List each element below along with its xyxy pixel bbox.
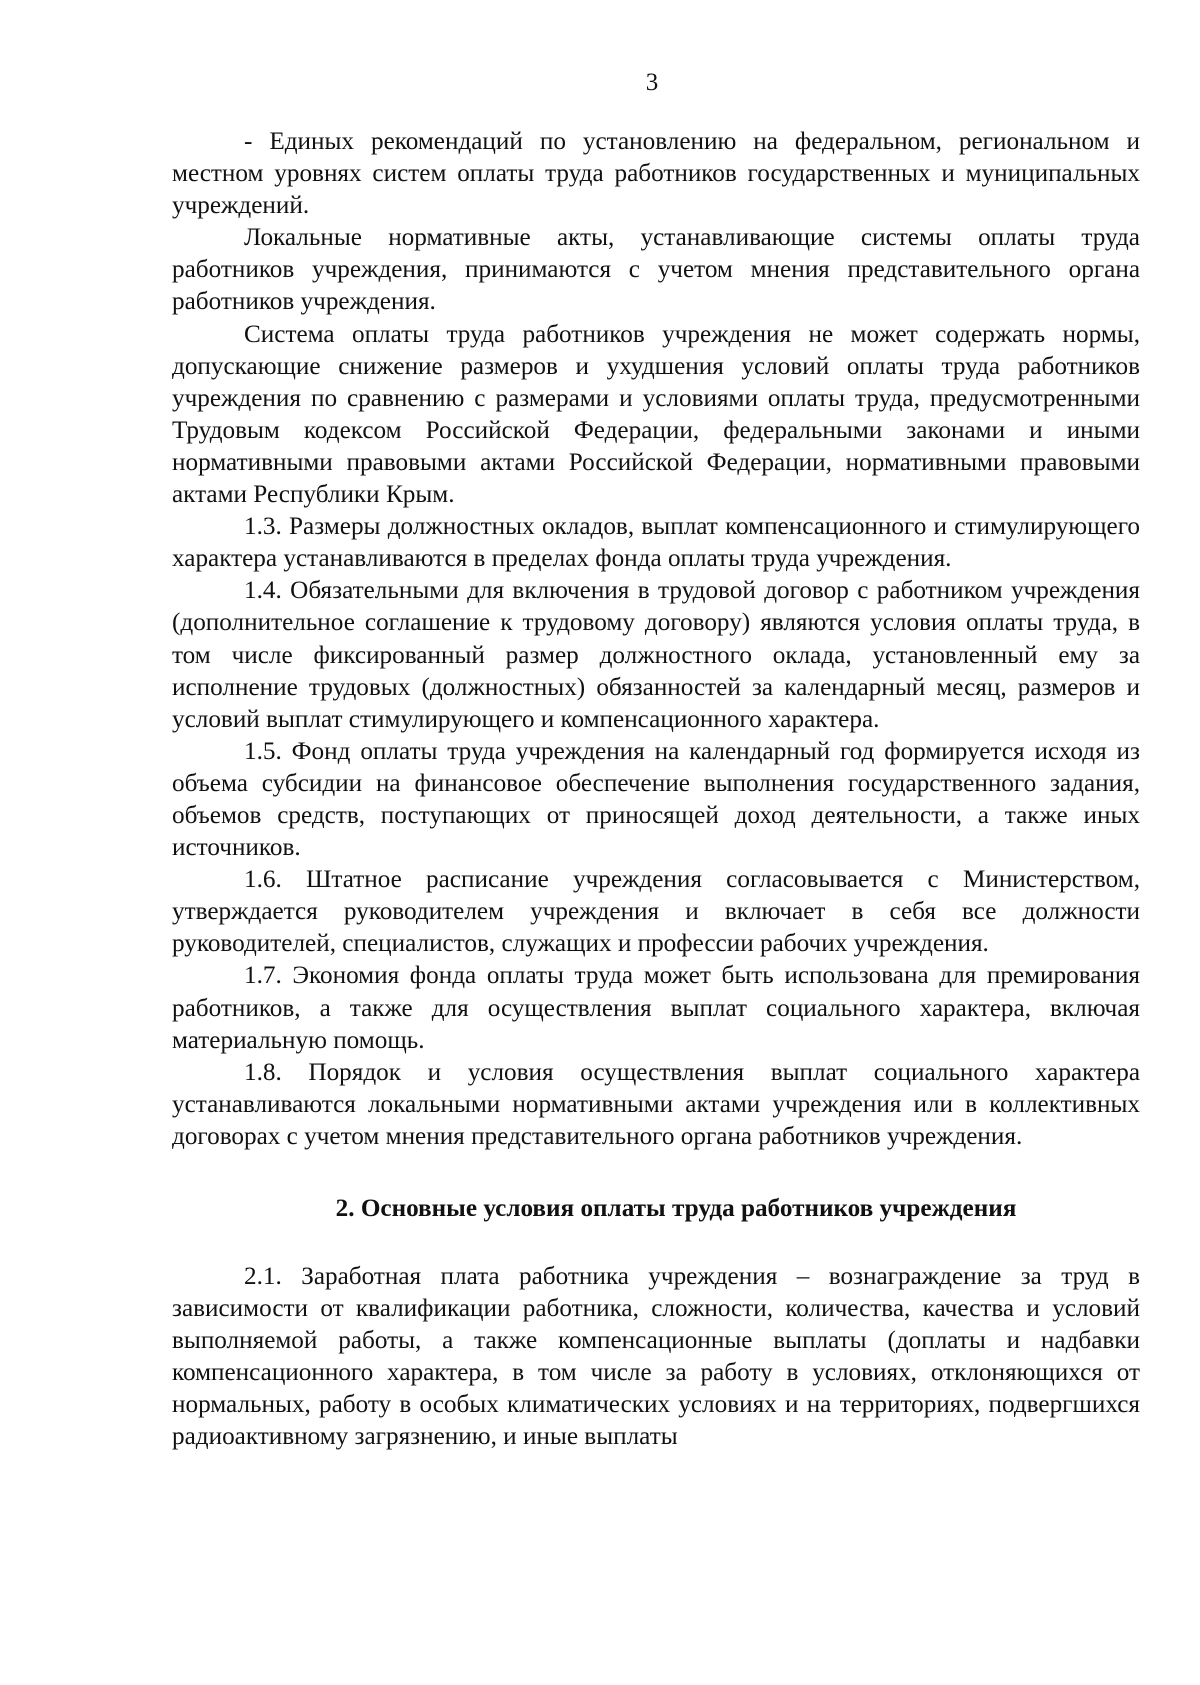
paragraph-2-1: 2.1. Заработная плата работника учреждения – вознаграждение за труд в зависимости от квалификации работника, сложности, количества, качества и условий выполняемой работы, а также компенсационные выплаты (доплаты и надбавки компенсационного характера, в том числе за работу в условиях, отклоняющихся от нормальных, работу в особых климатических условиях и на территориях, подвергшихся радиоактивному загрязнению, и иные выплаты	[172, 1263, 1140, 1451]
section-2-heading: 2. Основные условия оплаты труда работников учреждения	[335, 1195, 1017, 1222]
paragraph-recommendations: - Единых рекомендаций по установлению на федеральном, региональном и местном уровнях систем оплаты труда работников государственных и муниципальных учреждений.	[172, 128, 1140, 220]
paragraph-1-7: 1.7. Экономия фонда оплаты труда может быть использована для премирования работников, а также для осуществления выплат социального характера, включая материальную помощь.	[172, 962, 1140, 1054]
paragraph-1-6: 1.6. Штатное расписание учреждения согласовывается с Министерством, утверждается руководителем учреждения и включает в себя все должности руководителей, специалистов, служащих и профессии рабочих учреждения.	[172, 866, 1140, 958]
paragraph-1-5: 1.5. Фонд оплаты труда учреждения на календарный год формируется исходя из объема субсидии на финансовое обеспечение выполнения государственного задания, объемов средств, поступающих от приносящей доход деятельности, а также иных источников.	[172, 737, 1140, 862]
document-body	[172, 126, 1140, 1454]
paragraph-1-4: 1.4. Обязательными для включения в трудовой договор с работником учреждения (дополнительное соглашение к трудовому договору) являются условия оплаты труда, в том числе фиксированный размер должностного оклада, установленный ему за исполнение трудовых (должностных) обязанностей за календарный месяц, размеров и условий выплат стимулирующего и компенсационного характера.	[172, 577, 1140, 733]
paragraph-1-8: 1.8. Порядок и условия осуществления выплат социального характера устанавливаются локальными нормативными актами учреждения или в коллективных договорах с учетом мнения представительного органа работников учреждения.	[172, 1058, 1140, 1150]
page-number: 3	[645, 69, 659, 96]
paragraph-pay-system-limits: Система оплаты труда работников учреждения не может содержать нормы, допускающие снижение размеров и ухудшения условий оплаты труда работников учреждения по сравнению с размерами и условиями оплаты труда, предусмотренными Трудовым кодексом Российской Федерации, федеральными законами и иными нормативными правовыми актами Российской Федерации, нормативными правовыми актами Республики Крым.	[172, 320, 1140, 509]
paragraph-1-3: 1.3. Размеры должностных окладов, выплат компенсационного и стимулирующего характера устанавливаются в пределах фонда оплаты труда учреждения.	[172, 513, 1140, 573]
paragraph-local-acts: Локальные нормативные акты, устанавливающие системы оплаты труда работников учреждения, принимаются с учетом мнения представительного органа работников учреждения.	[172, 224, 1140, 316]
